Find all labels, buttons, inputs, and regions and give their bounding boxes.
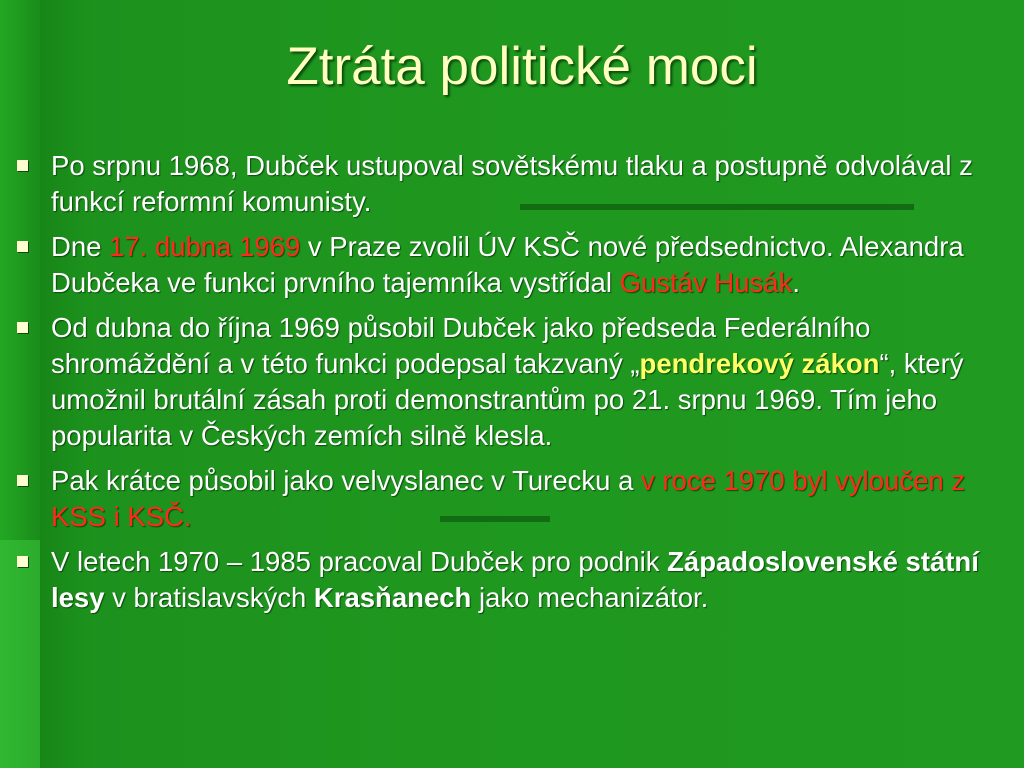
- bullet-text: v Praze zvolil ÚV KSČ nové předsednictvo. Alexandra Dubčeka ve funkci prvního tajemníka vystřídal: [51, 231, 964, 298]
- bullet-text: Pak krátce působil jako velvyslanec v Turecku a: [51, 465, 642, 496]
- bullet-item: [14, 148, 1014, 220]
- bullet-item: [14, 463, 1014, 535]
- bullet-item: [14, 544, 1014, 616]
- bullet-text: jako mechanizátor.: [471, 582, 709, 613]
- bullet-text: v bratislavských: [104, 582, 314, 613]
- bullet-text: Dne: [51, 231, 110, 262]
- square-bullet-icon: [17, 160, 28, 171]
- square-bullet-icon: [17, 475, 28, 486]
- highlight-place: Krasňanech: [313, 582, 472, 613]
- bullet-item: [14, 229, 1014, 301]
- bullet-text: Od dubna do října 1969 působil Dubček jako předseda Federálního shromáždění a v této funkci podepsal takzvaný „: [51, 312, 871, 379]
- bullet-list: [14, 148, 1014, 625]
- highlight-company: Západoslovenské státní lesy: [51, 546, 979, 613]
- highlight-name: Gustáv Husák: [619, 267, 793, 298]
- bullet-text: “, který umožnil brutální zásah proti demonstrantům po 21. srpnu 1969. Tím jeho popularita v Českých zemích silně klesla.: [51, 348, 964, 451]
- square-bullet-icon: [17, 322, 28, 333]
- square-bullet-icon: [17, 241, 28, 252]
- bullet-text: V letech 1970 – 1985 pracoval Dubček pro podnik: [51, 546, 668, 577]
- highlight-expulsion: v roce 1970 byl vyloučen z KSS i KSČ.: [51, 465, 966, 532]
- highlight-law: pendrekový zákon: [639, 348, 880, 379]
- highlight-date: 17. dubna 1969: [109, 231, 301, 262]
- bullet-item: [14, 310, 1014, 454]
- bullet-text: Po srpnu 1968, Dubček ustupoval sovětskému tlaku a postupně odvolával z funkcí reformní komunisty.: [51, 150, 973, 217]
- slide-title: Ztráta politické moci: [286, 37, 758, 96]
- square-bullet-icon: [17, 556, 28, 567]
- bullet-text: .: [792, 267, 800, 298]
